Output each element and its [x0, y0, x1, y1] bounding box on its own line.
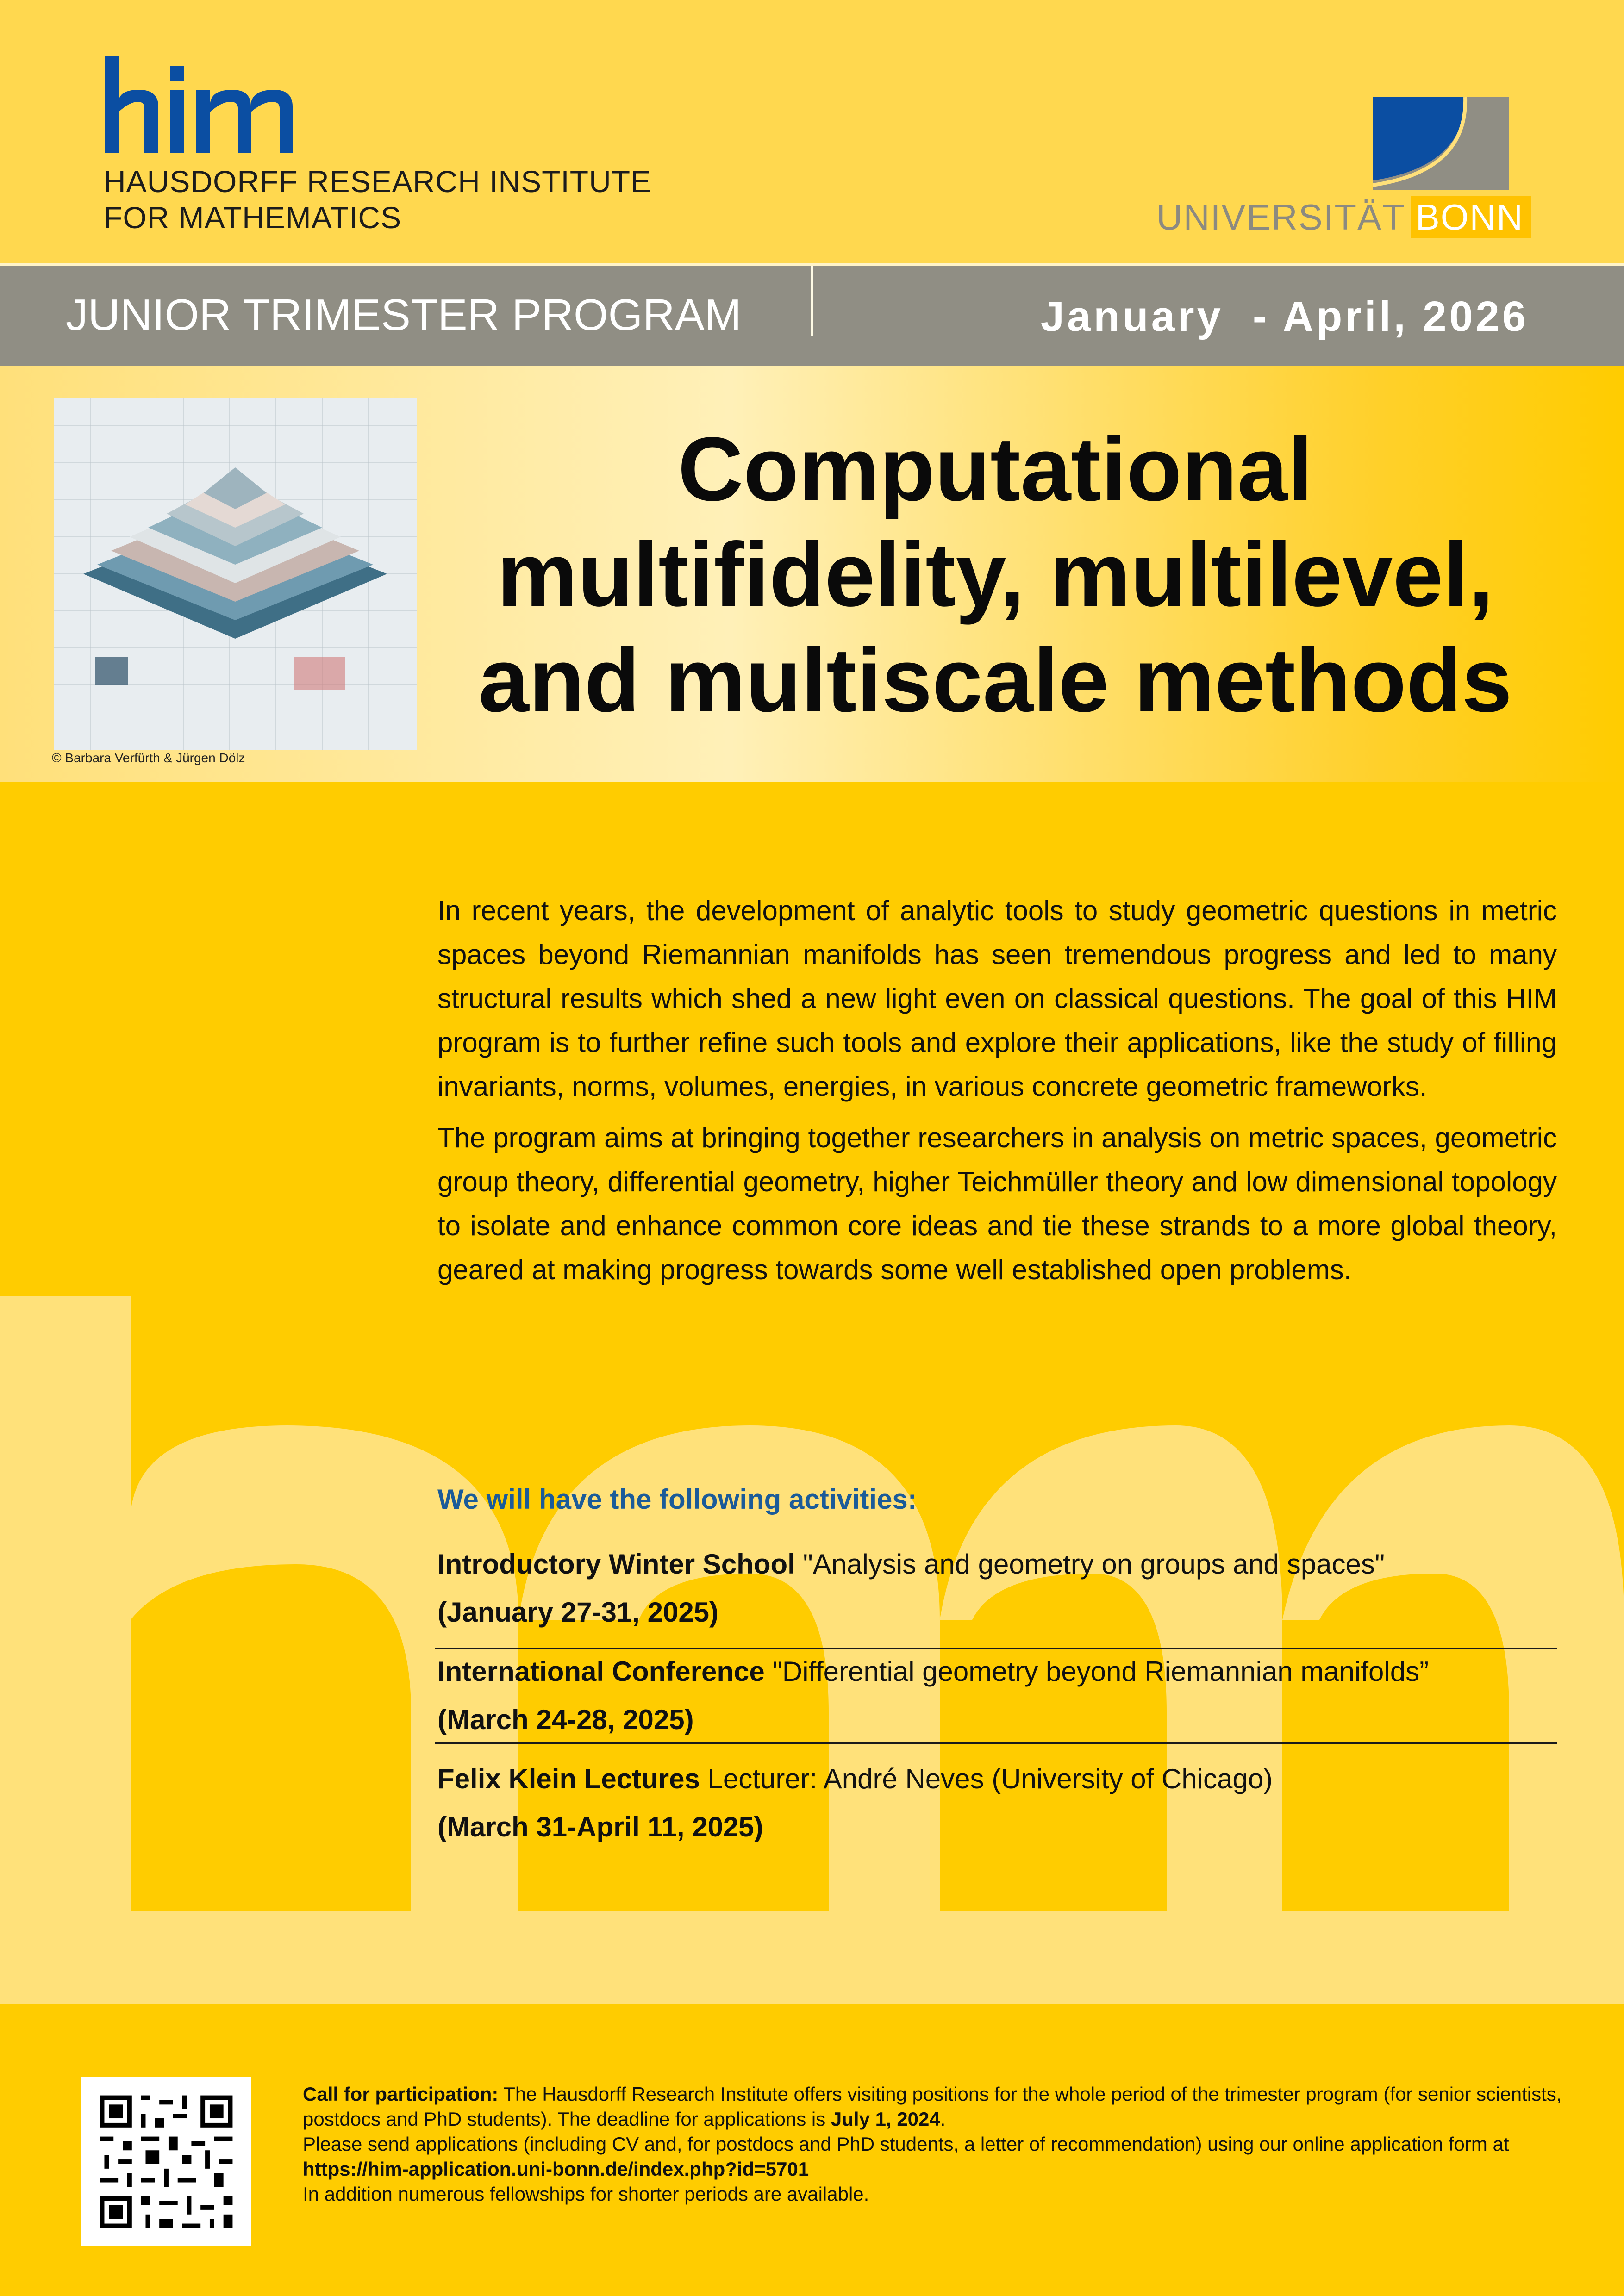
deadline: July 1, 2024	[831, 2108, 940, 2130]
description-paragraph: The program aims at bringing together researchers in analysis on metric spaces, geometric group theory, differential geometry, higher Teichmüller theory and low dimensional topology to isolate and enhance common core ideas and tie these strands to a more global theory, geared at making progress towards some well established open problems.	[437, 1122, 1557, 1285]
title-line: multifidelity, multilevel,	[497, 524, 1494, 625]
divider	[811, 266, 813, 336]
activity-detail: "Differential geometry beyond Riemannian manifolds”	[764, 1656, 1429, 1687]
activity-kind: Felix Klein Lectures	[437, 1763, 700, 1794]
university-wordmark	[1156, 196, 1531, 238]
activity-dates: (March 31-April 11, 2025)	[437, 1811, 763, 1842]
activity-kind: Introductory Winter School	[437, 1549, 795, 1580]
university-city: BONN	[1411, 196, 1531, 238]
university-name: UNIVERSITÄT	[1156, 197, 1405, 237]
him-logo	[103, 52, 334, 163]
page-title	[426, 417, 1565, 733]
activity-detail: "Analysis and geometry on groups and spaces"	[795, 1549, 1385, 1580]
call-period: .	[940, 2108, 946, 2130]
activities-heading: We will have the following activities:	[437, 1484, 917, 1515]
activity-item	[437, 1648, 1557, 1744]
application-link[interactable]: https://him-application.uni-bonn.de/index.php?id=5701	[303, 2158, 809, 2180]
call-for-participation	[303, 2082, 1562, 2207]
activity-dates: (January 27-31, 2025)	[437, 1597, 719, 1628]
program-type-label: JUNIOR TRIMESTER PROGRAM	[66, 290, 742, 340]
activity-dates: (March 24-28, 2025)	[437, 1704, 694, 1735]
title-line: and multiscale methods	[478, 629, 1512, 731]
institute-name-line1: HAUSDORFF RESEARCH INSTITUTE	[104, 164, 652, 199]
call-text: The Hausdorff Research Institute offers visiting positions for the whole period of the trimester program (for senior scientists, postdocs and PhD students). The deadline for applications is	[303, 2083, 1562, 2130]
image-credit: © Barbara Verfürth & Jürgen Dölz	[52, 751, 245, 765]
cover-illustration	[54, 398, 417, 750]
activity-item	[437, 1755, 1557, 1851]
title-line: Computational	[678, 418, 1313, 520]
activity-kind: International Conference	[437, 1656, 765, 1687]
program-dates: January - April, 2026	[1040, 293, 1529, 340]
qr-code[interactable]	[81, 2077, 251, 2246]
divider	[435, 1742, 1557, 1744]
activity-detail: Lecturer: André Neves (University of Chicago)	[700, 1763, 1273, 1794]
fellowships-text: In addition numerous fellowships for shorter periods are available.	[303, 2183, 869, 2205]
description-paragraph: In recent years, the development of analytic tools to study geometric questions in metric spaces beyond Riemannian manifolds has seen tremendous progress and led to many structural results which shed a new light even on classical questions. The goal of this HIM program is to further refine such tools and explore their applications, like the study of filling invariants, norms, volumes, energies, in various concrete geometric frameworks.	[437, 895, 1557, 1102]
program-description	[437, 889, 1557, 1299]
call-label: Call for participation:	[303, 2083, 499, 2105]
university-bonn-logo	[1373, 97, 1509, 190]
apply-text: Please send applications (including CV and, for postdocs and PhD students, a letter of recommendation) using our online application form at	[303, 2133, 1509, 2155]
activity-item	[437, 1540, 1557, 1636]
institute-name-line2: FOR MATHEMATICS	[104, 200, 402, 235]
